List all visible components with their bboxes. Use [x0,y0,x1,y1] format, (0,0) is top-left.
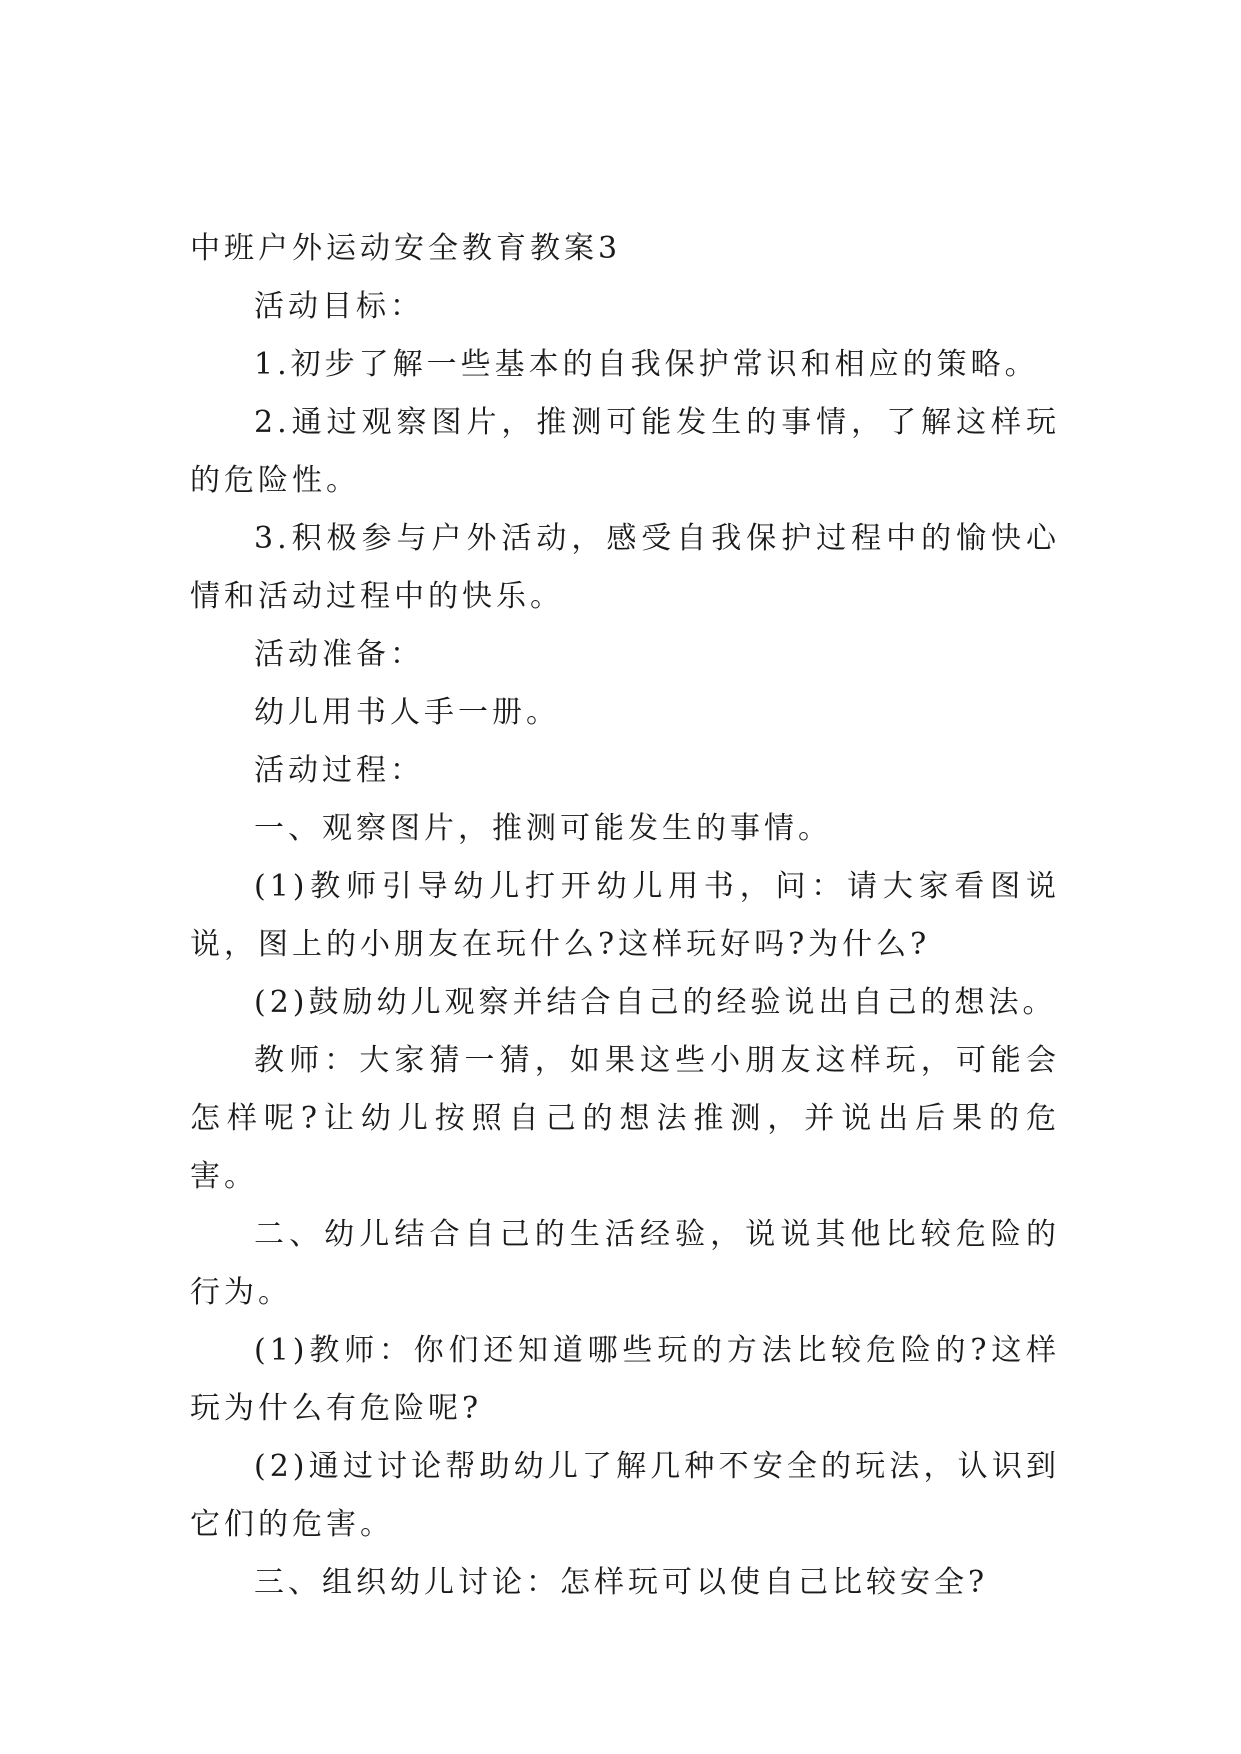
process-step-3-heading: 三、组织幼儿讨论：怎样玩可以使自己比较安全? [254,1565,989,1600]
goal-item-2: 2.通过观察图片，推测可能发生的事情，了解这样玩的危险性。 [190,405,1060,498]
preparation-text: 幼儿用书人手一册。 [254,695,560,730]
section-heading-goals: 活动目标： [254,289,424,324]
document-title: 中班户外运动安全教育教案3 [190,231,622,266]
process-step-1-heading: 一、观察图片，推测可能发生的事情。 [254,811,832,846]
process-step-1-item-2: (2)鼓励幼儿观察并结合自己的经验说出自己的想法。 [254,985,1057,1020]
goal-item-1: 1.初步了解一些基本的自我保护常识和相应的策略。 [254,347,1039,382]
goal-item-3: 3.积极参与户外活动，感受自我保护过程中的愉快心情和活动过程中的快乐。 [190,521,1060,614]
process-step-2-heading: 二、幼儿结合自己的生活经验，说说其他比较危险的行为。 [190,1217,1060,1310]
process-step-1-item-1: (1)教师引导幼儿打开幼儿用书，问：请大家看图说说，图上的小朋友在玩什么?这样玩好吗?为什么? [190,869,1060,962]
process-step-2-item-1: (1)教师：你们还知道哪些玩的方法比较危险的?这样玩为什么有危险呢? [190,1333,1060,1426]
process-step-1-teacher: 教师：大家猜一猜，如果这些小朋友这样玩，可能会怎样呢?让幼儿按照自己的想法推测，并说出后果的危害。 [190,1043,1060,1194]
section-heading-process: 活动过程： [254,753,424,788]
process-step-2-item-2: (2)通过讨论帮助幼儿了解几种不安全的玩法，认识到它们的危害。 [190,1449,1060,1542]
document-page [190,220,1060,1612]
section-heading-preparation: 活动准备： [254,637,424,672]
